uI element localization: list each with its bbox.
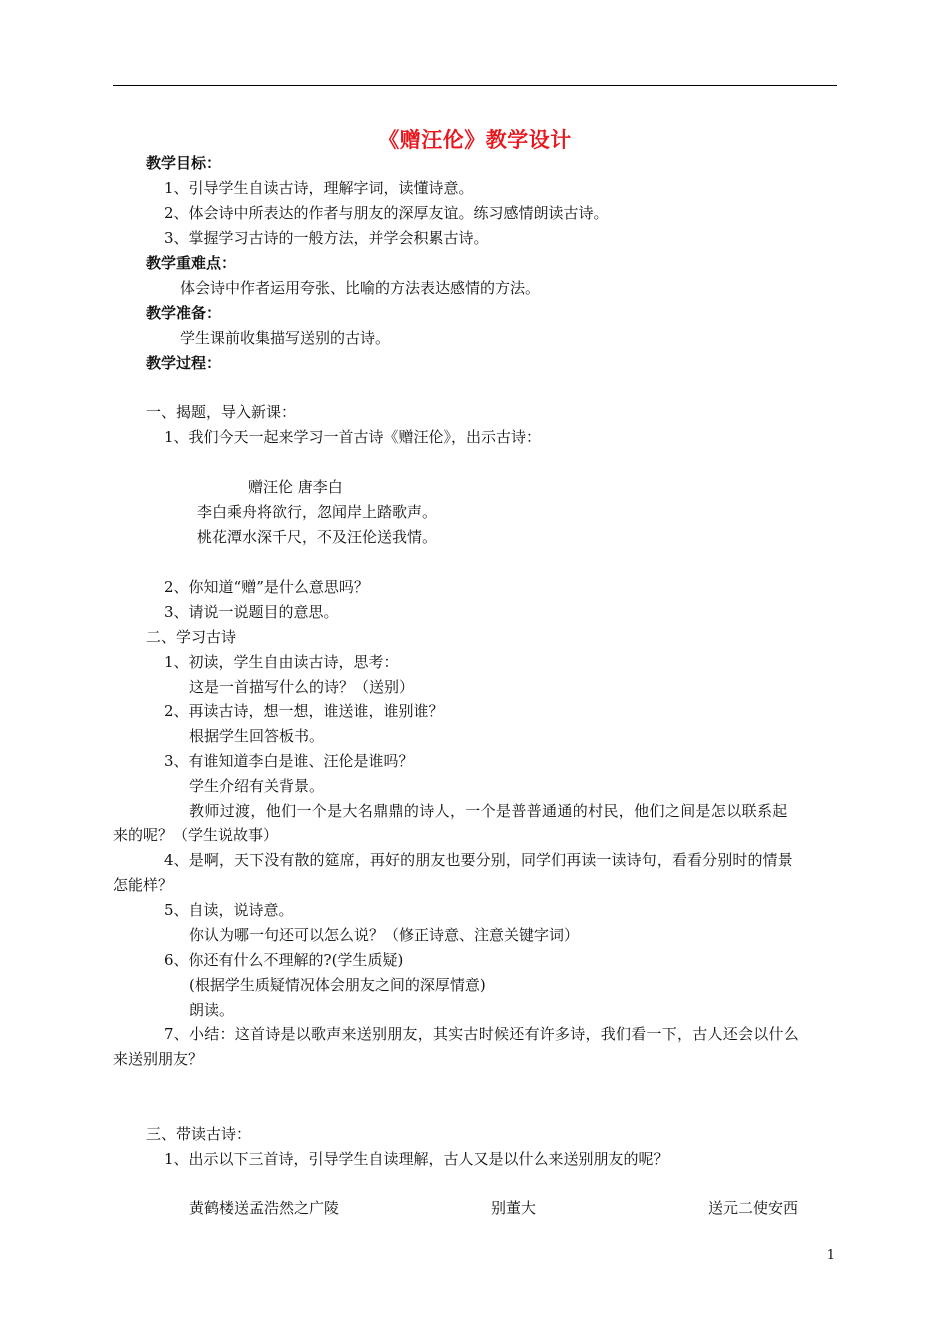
part1-item: 3、请说一说题目的意思。 [164, 603, 339, 621]
key-points-heading: 教学重难点： [146, 254, 237, 272]
part2-item: 6、你还有什么不理解的?(学生质疑) [164, 951, 404, 969]
page-number: 1 [826, 1248, 835, 1263]
objectives-heading: 教学目标： [146, 154, 222, 172]
poem-list-item: 送元二使安西 [708, 1199, 799, 1217]
preparation-text: 学生课前收集描写送别的古诗。 [180, 329, 391, 347]
part2-paragraph: 来的呢？（学生说故事） [113, 826, 279, 844]
part2-subitem: 学生介绍有关背景。 [189, 777, 325, 795]
poem-line: 李白乘舟将欲行，忽闻岸上踏歌声。 [197, 503, 438, 521]
objective-item: 1、引导学生自读古诗，理解字词，读懂诗意。 [164, 179, 474, 197]
part2-item: 3、有谁知道李白是谁、汪伦是谁吗？ [164, 752, 414, 770]
part2-item: 4、是啊，天下没有散的筵席，再好的朋友也要分别，同学们再读一读诗句，看看分别时的情景 [164, 851, 793, 869]
part3-item: 1、出示以下三首诗，引导学生自读理解，古人又是以什么来送别朋友的呢？ [164, 1150, 669, 1168]
objective-item: 3、掌握学习古诗的一般方法，并学会积累古诗。 [164, 229, 489, 247]
part2-heading: 二、学习古诗 [146, 628, 237, 646]
poem-line: 桃花潭水深千尺，不及汪伦送我情。 [197, 528, 438, 546]
part3-heading: 三、带读古诗： [146, 1125, 252, 1143]
poem-title: 赠汪伦 唐李白 [248, 478, 343, 496]
poem-list-item: 黄鹤楼送孟浩然之广陵 [189, 1199, 340, 1217]
key-points-text: 体会诗中作者运用夸张、比喻的方法表达感情的方法。 [180, 279, 541, 297]
part2-subitem: 根据学生回答板书。 [189, 727, 325, 745]
part2-subitem: 朗读。 [189, 1001, 235, 1019]
part2-item: 2、再读古诗，想一想，谁送谁，谁别谁？ [164, 702, 444, 720]
part1-heading: 一、揭题，导入新课： [146, 403, 297, 421]
part2-paragraph: 教师过渡，他们一个是大名鼎鼎的诗人，一个是普普通通的村民，他们之间是怎以联系起 [189, 802, 788, 820]
objective-item: 2、体会诗中所表达的作者与朋友的深厚友谊。练习感情朗读古诗。 [164, 204, 609, 222]
preparation-heading: 教学准备： [146, 304, 222, 322]
part2-item: 5、自读，说诗意。 [164, 901, 294, 919]
part2-subitem: 你认为哪一句还可以怎么说？（修正诗意、注意关键字词） [189, 926, 580, 944]
part2-subitem: 这是一首描写什么的诗？（送别） [189, 678, 415, 696]
document-title: 《赠汪伦》教学设计 [378, 127, 572, 152]
part2-item: 来送别朋友？ [113, 1050, 204, 1068]
poem-list-item: 别董大 [491, 1199, 537, 1217]
header-rule [113, 85, 837, 86]
part2-item: 7、小结：这首诗是以歌声来送别朋友，其实古时候还有许多诗，我们看一下，古人还会以什么 [164, 1025, 800, 1043]
part1-item: 2、你知道“赠”是什么意思吗？ [164, 578, 369, 596]
part2-item: 怎能样？ [113, 876, 174, 894]
process-heading: 教学过程： [146, 354, 222, 372]
part2-item: 1、初读，学生自由读古诗，思考： [164, 653, 399, 671]
part2-subitem: (根据学生质疑情况体会朋友之间的深厚情意) [189, 976, 486, 994]
part1-item: 1、我们今天一起来学习一首古诗《赠汪伦》，出示古诗： [164, 428, 542, 446]
